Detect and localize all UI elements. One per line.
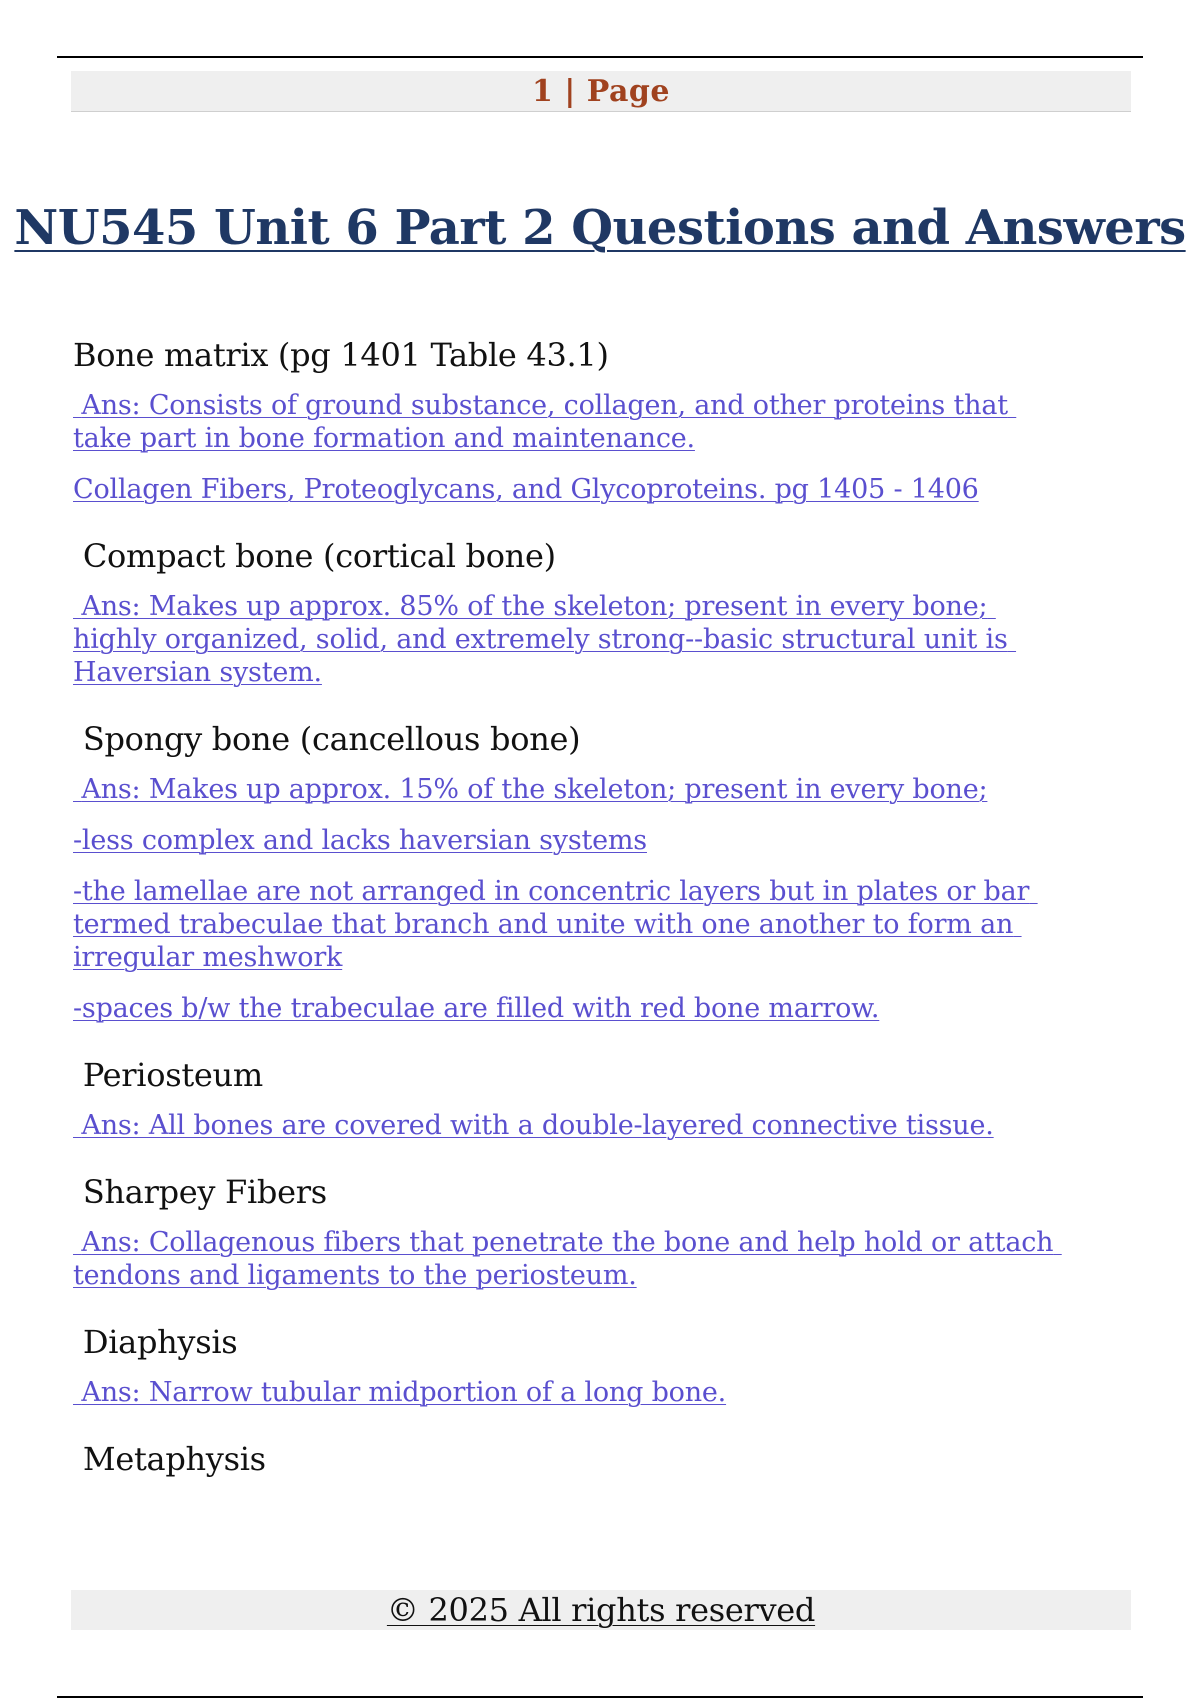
- answer-link[interactable]: -less complex and lacks haversian systems: [73, 825, 647, 856]
- answer-link[interactable]: Ans: Makes up approx. 15% of the skeleton; present in every bone;: [73, 774, 988, 805]
- answer-link[interactable]: Ans: All bones are covered with a double-layered connective tissue.: [73, 1110, 994, 1141]
- question-text: Compact bone (cortical bone): [73, 537, 556, 575]
- copyright-text: © 2025 All rights reserved: [386, 1591, 816, 1629]
- answer-link[interactable]: Collagen Fibers, Proteoglycans, and Glycoproteins. pg 1405 - 1406: [73, 474, 979, 505]
- question-text: Spongy bone (cancellous bone): [73, 720, 581, 758]
- answer-link[interactable]: -the lamellae are not arranged in concentric layers but in plates or bar termed trabeculae that branch and unite with one another to form an irregular meshwork: [73, 876, 1038, 973]
- question-text: Diaphysis: [73, 1323, 238, 1361]
- page-header: [71, 71, 1131, 112]
- answer-link[interactable]: Ans: Narrow tubular midportion of a long bone.: [73, 1377, 727, 1408]
- question-text: Sharpey Fibers: [73, 1173, 327, 1211]
- qa-list: [73, 333, 1133, 1481]
- answer-link[interactable]: Ans: Collagenous fibers that penetrate the bone and help hold or attach tendons and ligaments to the periosteum.: [73, 1227, 1062, 1291]
- answer-link[interactable]: Ans: Consists of ground substance, collagen, and other proteins that take part in bone formation and maintenance.: [73, 390, 1017, 454]
- answer-link[interactable]: Ans: Makes up approx. 85% of the skeleton; present in every bone; highly organized, solid, and extremely strong--basic structural unit is Haversian system.: [73, 591, 1017, 688]
- page-footer: [71, 1590, 1131, 1630]
- question-text: Metaphysis: [73, 1440, 266, 1478]
- question-text: Bone matrix (pg 1401 Table 43.1): [73, 336, 609, 374]
- answer-link[interactable]: -spaces b/w the trabeculae are filled with red bone marrow.: [73, 993, 880, 1024]
- top-rule: [57, 56, 1143, 58]
- page-number-label: 1 | Page: [532, 73, 670, 109]
- document-title: NU545 Unit 6 Part 2 Questions and Answers: [14, 200, 1186, 256]
- bottom-rule: [57, 1696, 1143, 1698]
- question-text: Periosteum: [73, 1056, 263, 1094]
